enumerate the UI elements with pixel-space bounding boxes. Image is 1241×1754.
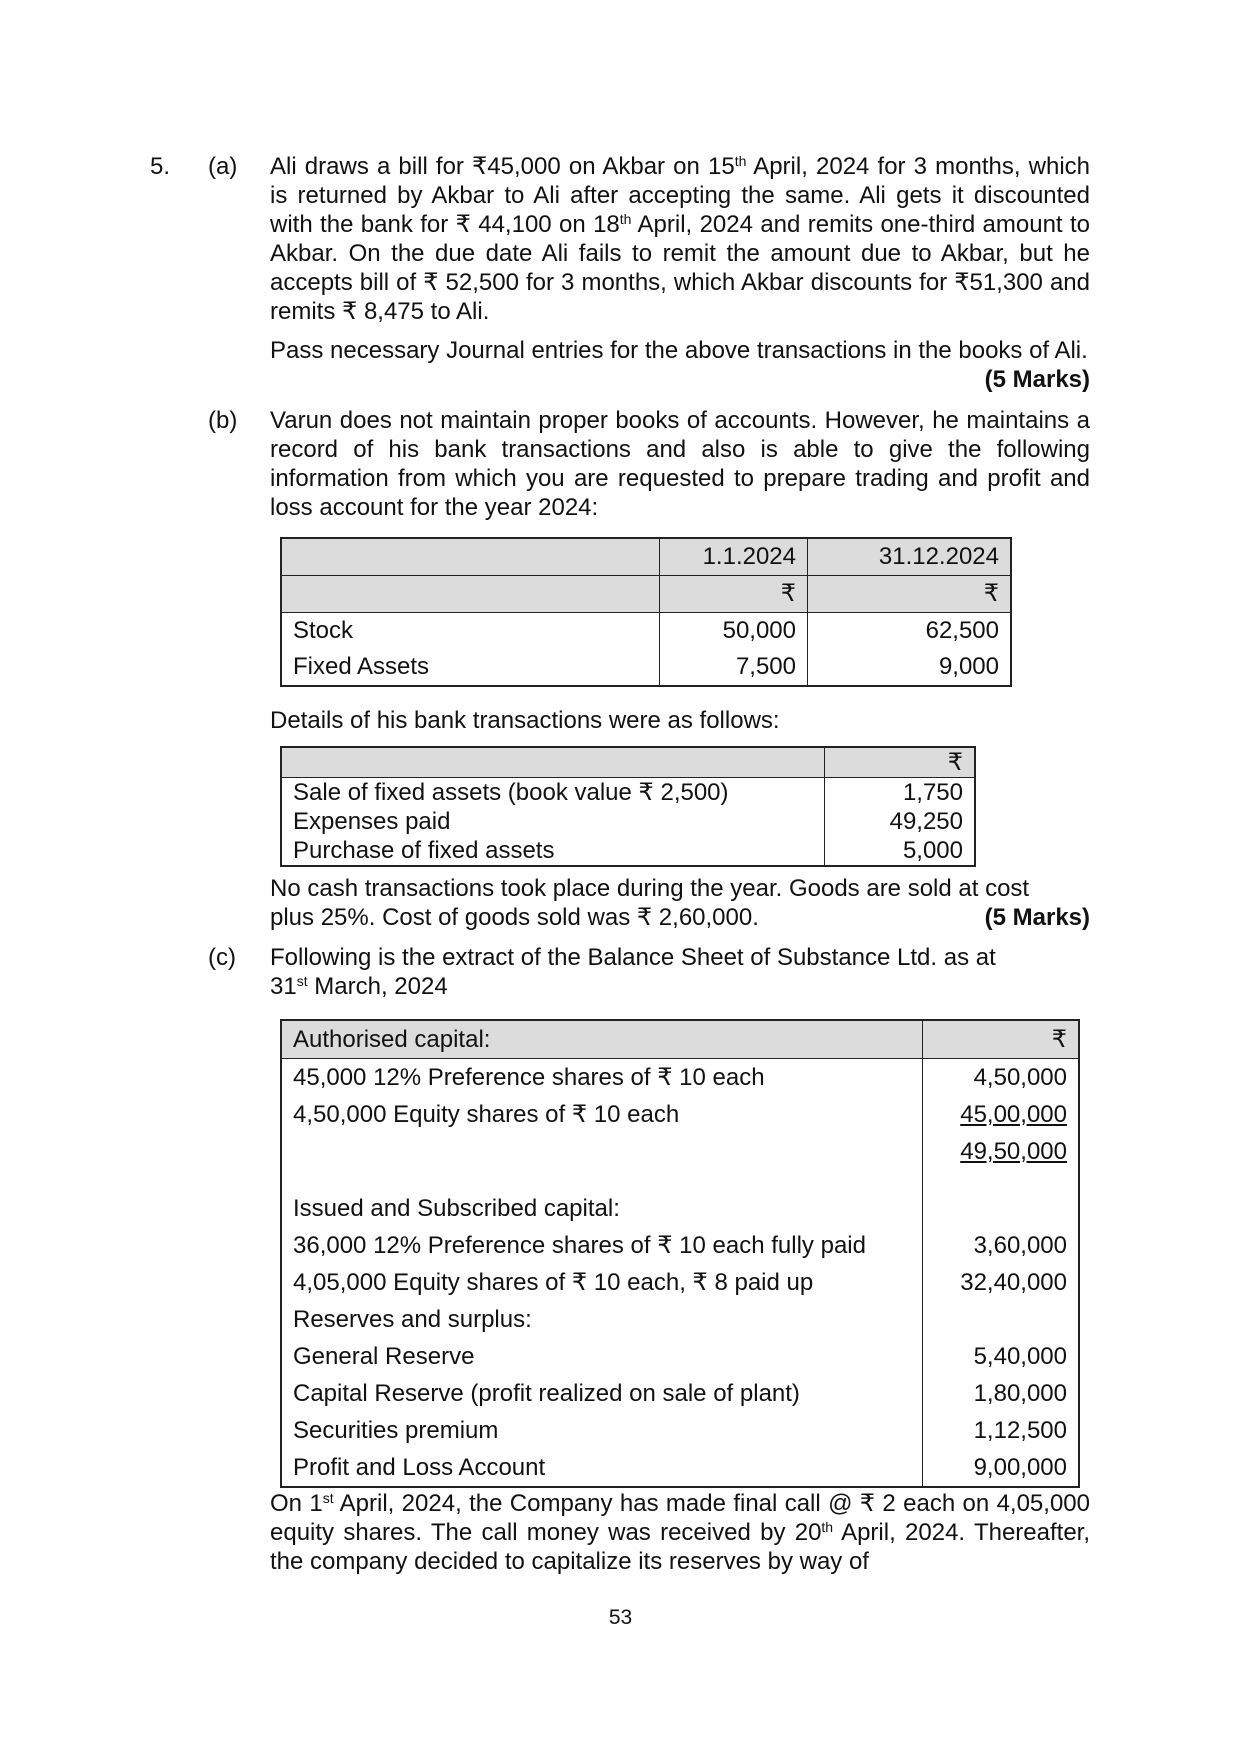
table-header-row xyxy=(281,538,1011,576)
row-value: 45,00,000 xyxy=(923,1096,1080,1133)
part-c-after-1a: On 1 xyxy=(270,1490,323,1517)
table-row xyxy=(281,613,1011,650)
row-total: 49,50,000 xyxy=(923,1133,1080,1170)
table-row xyxy=(281,1170,1079,1227)
authorised-capital-heading: Authorised capital: xyxy=(281,1020,923,1059)
row-label: 4,50,000 Equity shares of ₹ 10 each xyxy=(281,1096,923,1133)
sup: st xyxy=(322,1490,334,1506)
row-label: Fixed Assets xyxy=(281,649,660,686)
row-value: 62,500 xyxy=(808,613,1012,650)
table-row xyxy=(281,1133,1079,1170)
part-b-intro xyxy=(270,406,1090,522)
stock-assets-table xyxy=(280,537,1012,687)
part-c-after xyxy=(270,1489,1090,1576)
part-b-closing-2: plus 25%. Cost of goods sold was ₹ 2,60,000. xyxy=(270,904,759,931)
row-label: 45,000 12% Preference shares of ₹ 10 each xyxy=(281,1059,923,1097)
row-value: 32,40,000 xyxy=(923,1264,1080,1301)
page-number: 53 xyxy=(608,1606,633,1629)
row-label: 36,000 12% Preference shares of ₹ 10 each fully paid xyxy=(281,1227,923,1264)
currency-row xyxy=(281,576,1011,613)
row-value xyxy=(923,1170,1080,1227)
balance-sheet-table xyxy=(280,1019,1080,1488)
part-b-closing-1: No cash transactions took place during the year. Goods are sold at cost xyxy=(270,875,1030,902)
currency-header: ₹ xyxy=(923,1020,1080,1059)
table-row xyxy=(281,1059,1079,1097)
table-row xyxy=(281,1301,1079,1338)
row-label: General Reserve xyxy=(281,1338,923,1375)
header-date-2: 31.12.2024 xyxy=(808,538,1012,576)
table-row xyxy=(281,778,975,808)
row-value: 49,250 xyxy=(825,807,976,836)
row-label: 4,05,000 Equity shares of ₹ 10 each, ₹ 8 paid up xyxy=(281,1264,923,1301)
table-row xyxy=(281,1096,1079,1133)
part-b-intro-text: Varun does not maintain proper books of accounts. However, he maintains a record of his bank transactions and also is able to give the following information from which you are requested to prepare trading and profit and loss account for the year 2024: xyxy=(270,407,1090,521)
part-b-closing xyxy=(270,874,1090,932)
row-label: Capital Reserve (profit realized on sale of plant) xyxy=(281,1375,923,1412)
header-blank xyxy=(281,747,825,778)
part-b-label: (b) xyxy=(208,407,238,434)
section-heading: Issued and Subscribed capital: xyxy=(281,1170,923,1227)
part-a-question xyxy=(270,152,1090,326)
part-c-intro-2b: March, 2024 xyxy=(307,973,448,1000)
question-number: 5. xyxy=(150,153,171,180)
table-row xyxy=(281,1264,1079,1301)
row-value: 9,000 xyxy=(808,649,1012,686)
table-header-row xyxy=(281,1020,1079,1059)
sup: th xyxy=(734,153,747,169)
header-blank xyxy=(281,538,660,576)
bank-transactions-table xyxy=(280,746,976,867)
part-c-intro-1: Following is the extract of the Balance Sheet of Substance Ltd. as at xyxy=(270,944,996,971)
part-c-intro xyxy=(270,943,1090,1001)
row-label: Securities premium xyxy=(281,1412,923,1449)
row-value: 3,60,000 xyxy=(923,1227,1080,1264)
part-a-instruction: Pass necessary Journal entries for the above transactions in the books of Ali. xyxy=(270,337,1088,364)
row-value xyxy=(923,1301,1080,1338)
row-value: 9,00,000 xyxy=(923,1449,1080,1487)
sup: th xyxy=(821,1519,834,1535)
row-label: Profit and Loss Account xyxy=(281,1449,923,1487)
row-value: 5,40,000 xyxy=(923,1338,1080,1375)
part-c-after-1c: April, 2024. Thereafter, the company decided to capitalize its reserves by way of xyxy=(270,1519,1091,1575)
row-value: 1,80,000 xyxy=(923,1375,1080,1412)
table-row xyxy=(281,836,975,866)
part-c-after-1b: April, 2024, the Company has made final call @ ₹ 2 each on 4,05,000 equity shares. The call money was received by 20 xyxy=(270,1490,1090,1546)
currency-2: ₹ xyxy=(808,576,1012,613)
row-value: 1,750 xyxy=(825,778,976,808)
row-value: 50,000 xyxy=(660,613,808,650)
currency-1: ₹ xyxy=(660,576,808,613)
table-row xyxy=(281,649,1011,686)
part-b-closing-line xyxy=(270,903,1090,932)
part-a-label: (a) xyxy=(208,153,238,180)
row-value: 1,12,500 xyxy=(923,1412,1080,1449)
row-label: Expenses paid xyxy=(281,807,825,836)
section-heading: Reserves and surplus: xyxy=(281,1301,923,1338)
table-row xyxy=(281,1338,1079,1375)
part-a-text-1: Ali draws a bill for ₹45,000 on Akbar on 15 xyxy=(270,153,735,180)
row-value: 7,500 xyxy=(660,649,808,686)
row-label: Stock xyxy=(281,613,660,650)
table-row xyxy=(281,1227,1079,1264)
details-line xyxy=(270,706,1090,735)
sup: st xyxy=(296,973,308,989)
table-row xyxy=(281,1412,1079,1449)
row-value: 5,000 xyxy=(825,836,976,866)
currency-header: ₹ xyxy=(825,747,976,778)
row-label xyxy=(281,1133,923,1170)
details-text: Details of his bank transactions were as follows: xyxy=(270,707,780,734)
part-c-label: (c) xyxy=(208,944,236,971)
table-header-row xyxy=(281,747,975,778)
sup: th xyxy=(619,211,632,227)
part-b-marks: (5 Marks) xyxy=(984,904,1090,931)
row-value: 4,50,000 xyxy=(923,1059,1080,1097)
table-row xyxy=(281,1449,1079,1487)
part-a-marks: (5 Marks) xyxy=(984,366,1090,393)
part-a-instruction-block xyxy=(270,336,1090,394)
row-label: Sale of fixed assets (book value ₹ 2,500) xyxy=(281,778,825,808)
header-date-1: 1.1.2024 xyxy=(660,538,808,576)
part-c-intro-2a: 31 xyxy=(270,973,297,1000)
currency-blank xyxy=(281,576,660,613)
table-row xyxy=(281,1375,1079,1412)
part-a-text-2: April, 2024 for 3 months, which is returned by Akbar to Ali after accepting the same. Ali gets it discounted with the bank for ₹ 44,100 on 18 xyxy=(270,153,1090,238)
table-row xyxy=(281,807,975,836)
row-label: Purchase of fixed assets xyxy=(281,836,825,866)
part-a-text-3: April, 2024 and remits one-third amount to Akbar. On the due date Ali fails to remit the amount due to Akbar, but he accepts bill of ₹ 52,500 for 3 months, which Akbar discounts for ₹51,300 and remits ₹ 8,475 to Ali. xyxy=(270,211,1090,325)
